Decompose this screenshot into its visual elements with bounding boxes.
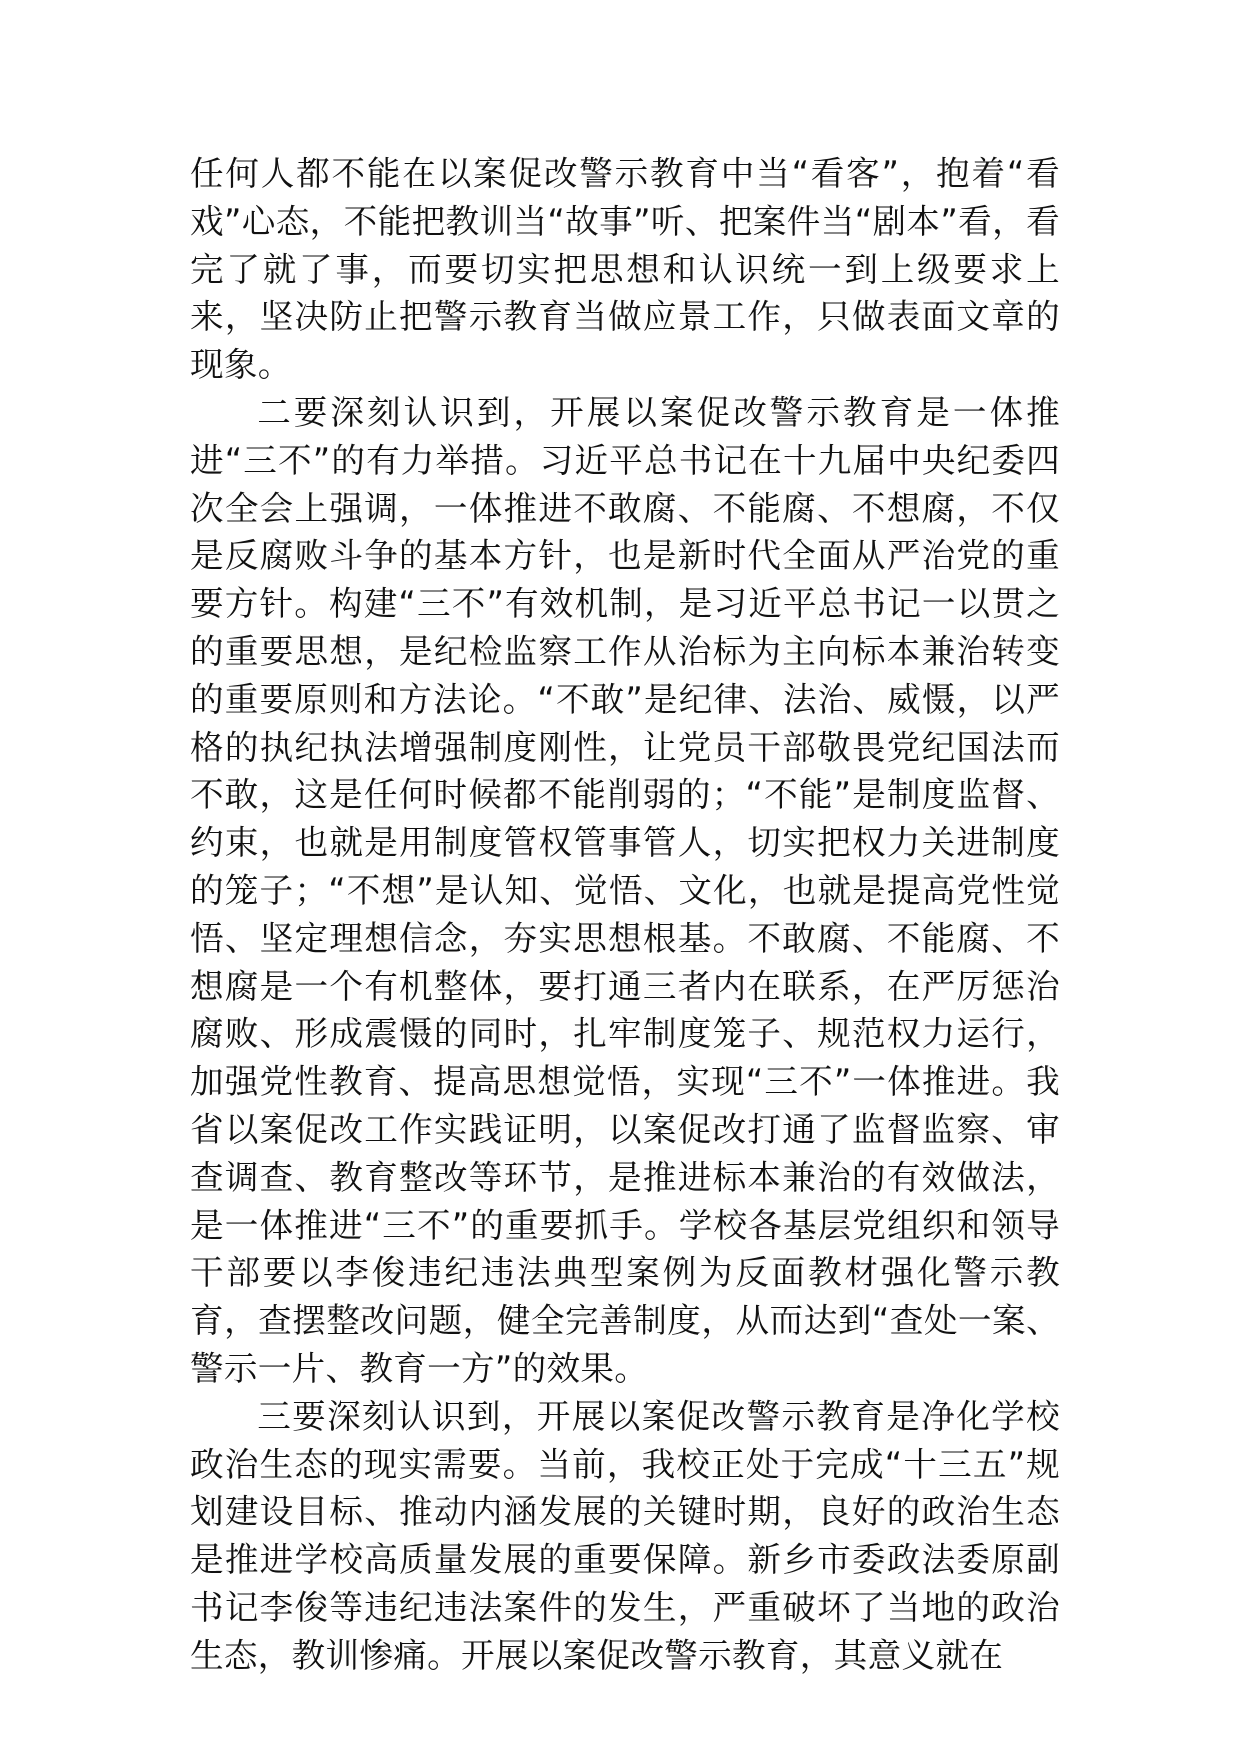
paragraph-continuation: 任何人都不能在以案促改警示教育中当“看客”，抱着“看戏”心态，不能把教训当“故事”听、把案件当“剧本”看，看完了就了事，而要切实把思想和认识统一到上级要求上来，坚决防止把警示教育当做应景工作，只做表面文章的现象。 [190, 154, 1060, 385]
paragraph-point-three: 三要深刻认识到，开展以案促改警示教育是净化学校政治生态的现实需要。当前，我校正处于完成“十三五”规划建设目标、推动内涵发展的关键时期，良好的政治生态是推进学校高质量发展的重要保障。新乡市委政法委原副书记李俊等违纪违法案件的发生，严重破坏了当地的政治生态，教训惨痛。开展以案促改警示教育，其意义就在 [190, 1396, 1060, 1675]
document-body [190, 150, 1060, 1680]
paragraph-point-two: 二要深刻认识到，开展以案促改警示教育是一体推进“三不”的有力举措。习近平总书记在十九届中央纪委四次全会上强调，一体推进不敢腐、不能腐、不想腐，不仅是反腐败斗争的基本方针，也是新时代全面从严治党的重要方针。构建“三不”有效机制，是习近平总书记一以贯之的重要思想，是纪检监察工作从治标为主向标本兼治转变的重要原则和方法论。“不敢”是纪律、法治、威慑，以严格的执纪执法增强制度刚性，让党员干部敬畏党纪国法而不敢，这是任何时候都不能削弱的；“不能”是制度监督、约束，也就是用制度管权管事管人，切实把权力关进制度的笼子；“不想”是认知、觉悟、文化，也就是提高党性觉悟、坚定理想信念，夯实思想根基。不敢腐、不能腐、不想腐是一个有机整体，要打通三者内在联系，在严厉惩治腐败、形成震慑的同时，扎牢制度笼子、规范权力运行，加强党性教育、提高思想觉悟，实现“三不”一体推进。我省以案促改工作实践证明，以案促改打通了监督监察、审查调查、教育整改等环节，是推进标本兼治的有效做法，是一体推进“三不”的重要抓手。学校各基层党组织和领导干部要以李俊违纪违法典型案例为反面教材强化警示教育，查摆整改问题，健全完善制度，从而达到“查处一案、警示一片、教育一方”的效果。 [190, 392, 1060, 1388]
